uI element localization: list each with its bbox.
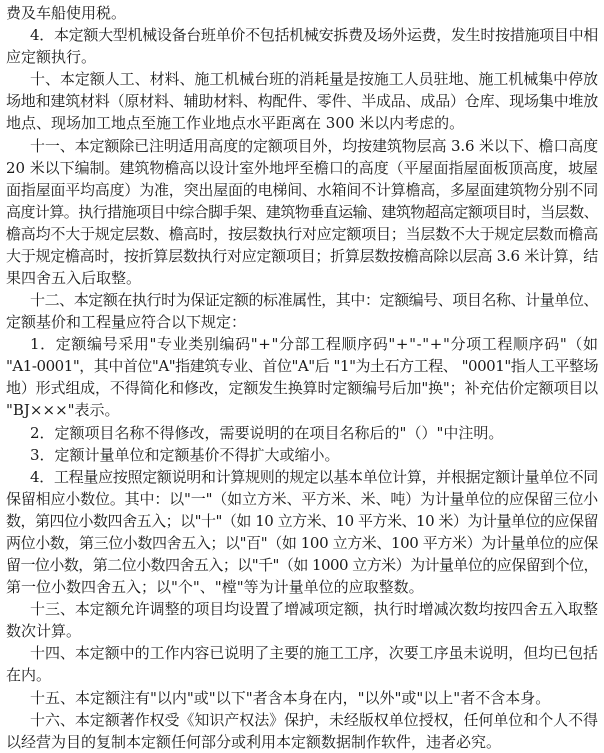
text-line <box>0 201 604 223</box>
text-line <box>0 157 604 179</box>
text-line <box>0 598 604 620</box>
text-line <box>0 576 604 598</box>
text-line <box>0 620 604 642</box>
text-line <box>0 444 604 466</box>
text-line <box>0 46 604 68</box>
text-line <box>0 24 604 46</box>
text-line-content: 保留相应小数位。其中：以"一"（如立方米、平方米、米、吨）为计量单位的应保留三位小 <box>6 489 598 508</box>
text-line <box>0 642 604 664</box>
text-line <box>0 68 604 90</box>
text-line-content: 定额基价和工程量应符合以下规定： <box>6 313 247 332</box>
text-line <box>0 245 604 267</box>
text-line-content: 十四、本定额中的工作内容已说明了主要的施工工序，次要工序虽未说明，但均已包括 <box>30 644 598 663</box>
text-line <box>0 422 604 444</box>
text-line-content: 两位小数，第三位小数四舍五入；以"百"（如 100 立方米、100 平方米）为计量单位的应保 <box>6 533 599 552</box>
text-line <box>0 179 604 201</box>
text-line-content: 果四舍五入后取整。 <box>6 269 142 287</box>
text-line <box>0 377 604 399</box>
text-line <box>0 355 604 377</box>
text-line-content: 十一、本定额除已注明适用高度的定额项目外，均按建筑物层高 3.6 米以下、檐口高度 <box>30 136 598 155</box>
text-line <box>0 731 604 753</box>
text-line-content: 2．定额项目名称不得修改，需要说明的在项目名称后的"（）"中注明。 <box>30 423 504 442</box>
text-line-content: 十五、本定额注有"以内"或"以下"者含本身在内，"以外"或"以上"者不含本身。 <box>30 688 551 707</box>
text-line <box>0 2 604 24</box>
text-line <box>0 311 604 333</box>
text-line <box>0 664 604 686</box>
text-line-content: 高度计算。执行措施项目中综合脚手架、建筑物垂直运输、建筑物超高定额项目时，当层数、 <box>6 202 599 221</box>
text-line-content: 4．本定额大型机械设备台班单价不包括机械安拆费及场外运费，发生时按措施项目中相 <box>30 26 599 45</box>
text-line <box>0 112 604 134</box>
text-line-content: 3．定额计量单位和定额基价不得扩大或缩小。 <box>30 445 340 464</box>
text-line-content: 以经营为目的复制本定额任何部分或利用本定额数据制作软件，违者必究。 <box>6 732 502 751</box>
text-line <box>0 687 604 709</box>
text-line-content: 20 米以下编制。建筑物檐高以设计室外地坪至檐口的高度（平屋面指屋面板顶高度，坡屋 <box>6 158 599 177</box>
text-line <box>0 399 604 421</box>
text-line <box>0 488 604 510</box>
text-line <box>0 333 604 355</box>
text-line-content: 数次计算。 <box>6 622 82 641</box>
text-line-content: 费及车船使用税。 <box>6 4 127 22</box>
text-line-content: 十三、本定额允许调整的项目均设置了增减项定额，执行时增减次数均按四舍五入取整 <box>30 600 598 619</box>
text-line <box>0 510 604 532</box>
text-line-content: 第一位小数四舍五入；以"个"、"樘"等为计量单位的应取整数。 <box>6 578 424 597</box>
text-line-content: 地）形式组成，不得简化和修改，定额发生换算时定额编号后加"换"；补充估价定额项目以 <box>6 379 598 398</box>
text-line-content: 面指屋面平均高度）为准，突出屋面的电梯间、水箱间不计算檐高，多屋面建筑物分别不同 <box>6 180 599 199</box>
text-line-content: 檐高均不大于规定层数、檐高时，按层数执行对应定额项目；当层数不大于规定层数而檐高 <box>6 224 599 243</box>
text-line-content: 十二、本定额在执行时为保证定额的标准属性，其中：定额编号、项目名称、计量单位、 <box>30 291 599 309</box>
text-line-content: 1．定额编号采用"专业类别编码"+"分部工程顺序码"+"-"+"分项工程顺序码"（如 <box>30 335 599 354</box>
text-line-content: 4．工程量应按照定额说明和计算规则的规定以基本单位计算，并根据定额计量单位不同 <box>30 467 599 486</box>
text-line <box>0 90 604 112</box>
text-line <box>0 709 604 731</box>
text-line <box>0 135 604 157</box>
text-line <box>0 223 604 245</box>
text-line <box>0 289 604 311</box>
text-line-content: 数，第四位小数四舍五入；以"十"（如 10 立方米、10 平方米、10 米）为计量单位的应保留 <box>6 511 599 530</box>
text-line-content: 地点、现场加工地点至施工作业地点水平距离在 300 米以内考虑的。 <box>6 114 465 133</box>
text-line-content: "BJ×××"表示。 <box>6 401 120 420</box>
text-line-content: 十六、本定额著作权受《知识产权法》保护，未经版权单位授权，任何单位和个人不得 <box>30 710 598 729</box>
text-line <box>0 554 604 576</box>
text-line-content: 在内。 <box>6 666 52 685</box>
text-line-content: 留一位小数，第二位小数四舍五入；以"千"（如 1000 立方米）为计量单位的应保留到个位， <box>6 556 598 574</box>
text-line <box>0 532 604 554</box>
text-line <box>0 267 604 289</box>
text-line-content: 大于规定檐高时，按折算层数执行对应定额项目；折算层数按檐高除以层高 3.6 米计算，结 <box>6 246 599 265</box>
text-line-content: 场地和建筑材料（原材料、辅助材料、构配件、零件、半成品、成品）仓库、现场集中堆放 <box>6 92 599 111</box>
text-line-content: "A1-0001"，其中首位"A"指建筑专业、首位"A"后 "1"为土石方工程、 "0001"指人工平整场 <box>6 357 598 376</box>
text-line-content: 十、本定额人工、材料、施工机械台班的消耗量是按施工人员驻地、施工机械集中停放 <box>30 70 598 89</box>
text-line <box>0 466 604 488</box>
text-line-content: 应定额执行。 <box>6 48 97 67</box>
